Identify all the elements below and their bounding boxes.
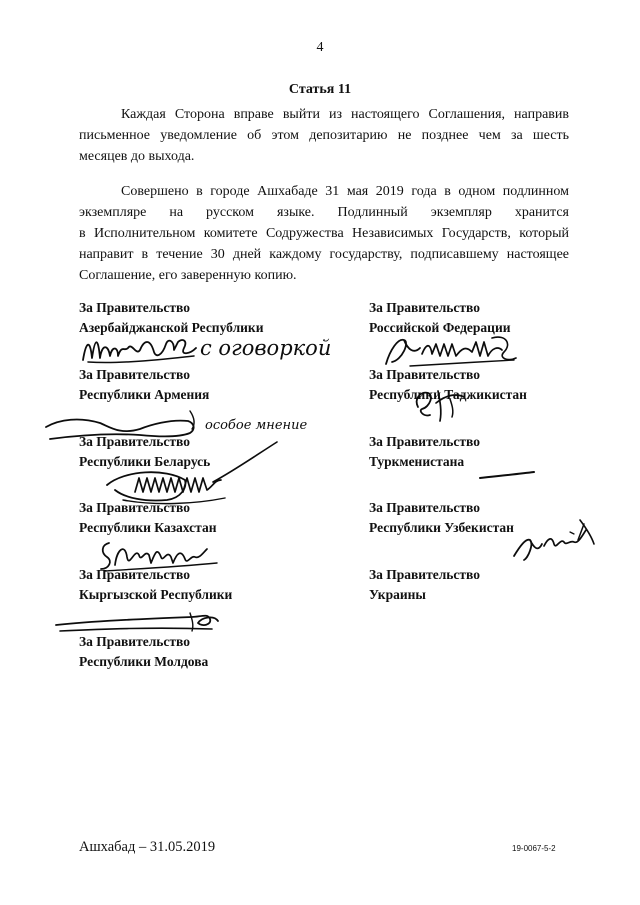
- signature-turkmenistan: [478, 468, 538, 482]
- signatory-moldova: [79, 632, 208, 672]
- paragraph-line: Каждая Сторона вправе выйти из настоящего Соглашения, направив: [121, 107, 569, 122]
- signature-kyrgyzstan: [52, 605, 227, 635]
- signatory-line1: За Правительство: [79, 367, 190, 382]
- signatory-country: Российской Федерации: [369, 320, 511, 335]
- signatory-country: Республики Беларусь: [79, 454, 211, 469]
- signatory-country: Украины: [369, 587, 426, 602]
- signatory-line1: За Правительство: [369, 500, 480, 515]
- paragraph-line: экземпляре на русском языке. Подлинный экземпляр хранится: [79, 205, 569, 220]
- signatory-line1: За Правительство: [79, 500, 190, 515]
- signatory-turkmenistan: [369, 432, 480, 472]
- signatory-line1: За Правительство: [369, 434, 480, 449]
- paragraph-withdrawal: [79, 104, 569, 167]
- signatory-line1: За Правительство: [79, 300, 190, 315]
- footer-doc-code: 19-0067-5-2: [512, 844, 556, 853]
- signatory-uzbekistan: [369, 498, 514, 538]
- signatory-ukraine: [369, 565, 480, 605]
- signature-tajikistan: [410, 385, 480, 425]
- signature-note-azerbaijan: с оговоркой: [200, 336, 332, 360]
- signatory-country: Республики Молдова: [79, 654, 209, 669]
- signature-kazakhstan: [95, 535, 225, 575]
- paragraph-line: Совершено в городе Ашхабаде 31 мая 2019 года в одном подлинном: [121, 184, 569, 199]
- signatory-line1: За Правительство: [369, 367, 480, 382]
- signatory-line1: За Правительство: [79, 567, 190, 582]
- signatory-line1: За Правительство: [79, 634, 190, 649]
- footer-place-date: Ашхабад – 31.05.2019: [79, 839, 216, 855]
- signature-russia: [380, 330, 520, 370]
- signature-azerbaijan: [78, 330, 338, 370]
- signature-armenia: [40, 405, 330, 445]
- signatory-armenia: [79, 365, 209, 405]
- signatory-country: Республики Таджикистан: [369, 387, 527, 402]
- signatory-country: Республики Армения: [79, 387, 210, 402]
- signature-belarus: [95, 440, 285, 515]
- signature-note-armenia: особое мнение: [205, 418, 308, 433]
- signatory-line1: За Правительство: [79, 434, 190, 449]
- signatory-country: Кыргызской Республики: [79, 587, 233, 602]
- signatory-line1: За Правительство: [369, 567, 480, 582]
- paragraph-line: в Исполнительном комитете Содружества Независимых Государств, который: [79, 226, 569, 241]
- paragraph-line: направит в течение 30 дней каждому государству, подписавшему настоящее: [79, 247, 569, 262]
- paragraph-done-at: [79, 181, 569, 286]
- paragraph-line: письменное уведомление об этом депозитарию не позднее чем за шесть: [79, 128, 569, 143]
- signatory-country: Республики Узбекистан: [369, 520, 514, 535]
- signatory-country: Азербайджанской Республики: [79, 320, 264, 335]
- paragraph-line: месяцев до выхода.: [79, 149, 195, 164]
- paragraph-line: Соглашение, его заверенную копию.: [79, 268, 297, 283]
- page-number: 4: [316, 40, 324, 55]
- article-title: Статья 11: [288, 82, 352, 97]
- signature-uzbekistan: [508, 518, 608, 578]
- signatory-line1: За Правительство: [369, 300, 480, 315]
- signatory-country: Республики Казахстан: [79, 520, 217, 535]
- signatory-country: Туркменистана: [369, 454, 465, 469]
